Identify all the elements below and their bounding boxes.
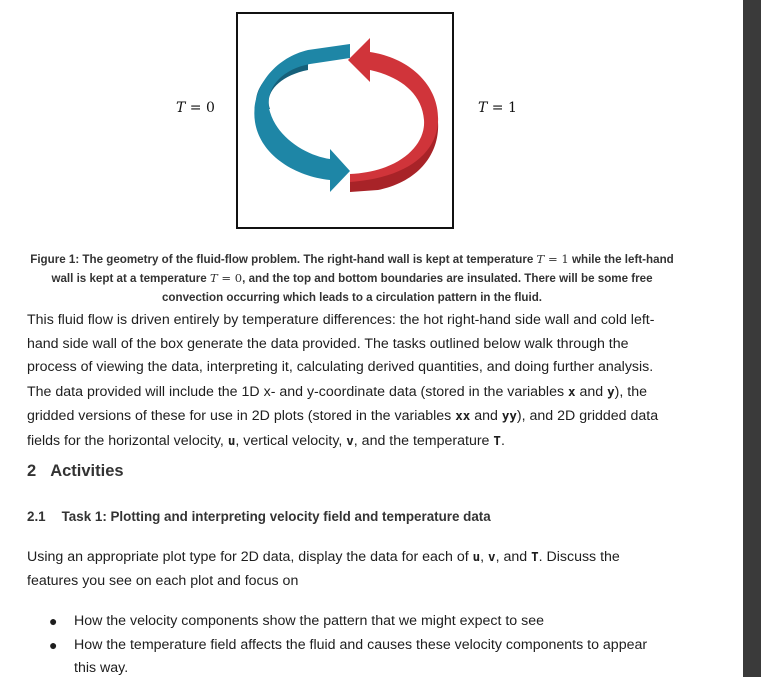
list-item: ● How the temperature field affects the fluid and causes these velocity components to appear this way. (27, 634, 672, 681)
list-item: ● How the velocity components show the pattern that we might expect to see (27, 610, 672, 634)
vertical-scrollbar[interactable] (743, 0, 761, 677)
left-wall-temperature-label: T = 0 (176, 100, 215, 116)
intro-paragraph: This fluid flow is driven entirely by temperature differences: the hot right-hand side wall and cold left-hand side wall of the box generate the data provided. The tasks outlined below walk through the process of viewing the data, interpreting it, calculating derived quantities, and doing further analysis. The data provided will include the 1D x- and y-coordinate data (stored in the variables x and y), the gridded versions of these for use in 2D plots (stored in the variables xx and yy), and 2D gridded data fields for the horizontal velocity, u, vertical velocity, v, and the temperature T. (27, 312, 659, 449)
bullet-icon: ● (49, 636, 58, 653)
section-heading-activities: 2 Activities (27, 462, 124, 480)
bullet-icon: ● (49, 613, 58, 629)
figure-caption: Figure 1: The geometry of the fluid-flow problem. The right-hand wall is kept at temperature T = 1 while the left-hand wall is kept at a temperature T = 0, and the top and bottom boundaries are insulated. There will be some free convection occurring which leads to a circulation pattern in the fluid. (30, 252, 674, 304)
circulation-figure (236, 12, 454, 229)
task1-instructions: Using an appropriate plot type for 2D data, display the data for each of u, v, and T. Discuss the features you see on each plot and focus on (27, 549, 620, 589)
circulation-arrows-graphic (238, 14, 452, 227)
right-wall-temperature-label: T = 1 (478, 100, 517, 116)
subsection-heading-task1: 2.1 Task 1: Plotting and interpreting velocity field and temperature data (27, 509, 491, 524)
task1-bullet-list (27, 610, 672, 681)
